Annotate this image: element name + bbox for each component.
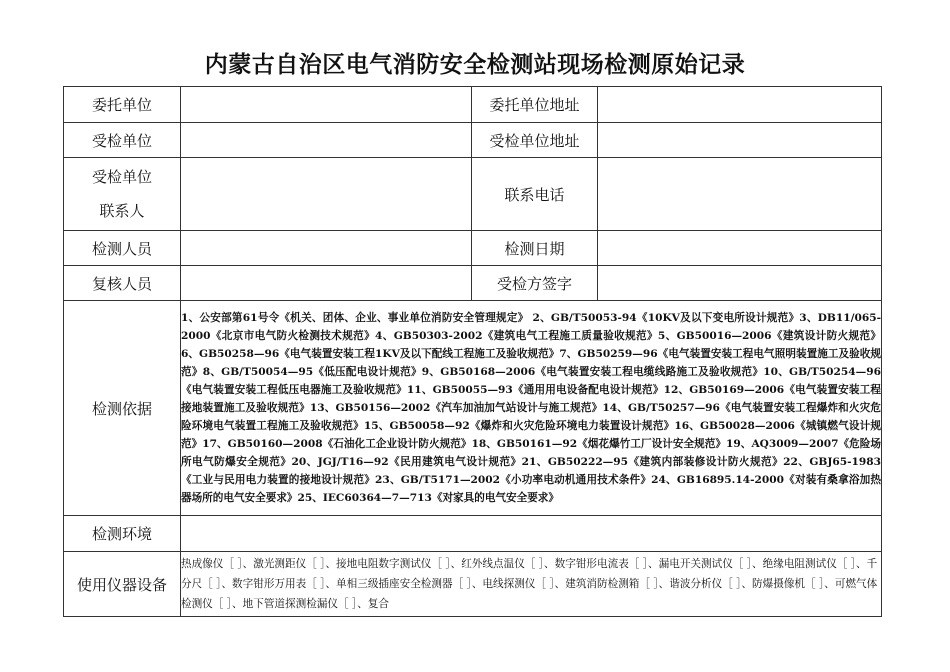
row-basis — [64, 301, 882, 516]
client-unit-label: 委托单位 — [64, 87, 181, 123]
row-contact — [64, 158, 882, 231]
signature-field[interactable] — [598, 266, 882, 301]
inspector-field[interactable] — [181, 231, 472, 266]
page-title: 内蒙古自治区电气消防安全检测站现场检测原始记录 — [204, 52, 746, 78]
inspected-unit-label: 受检单位 — [64, 123, 181, 158]
basis-text — [181, 301, 882, 516]
inspect-date-label: 检测日期 — [472, 231, 598, 266]
instruments-paragraph: 热成像仪［ ］、激光测距仪［ ］、接地电阻数字测试仪［ ］、红外线点温仪［ ］、数字钳形电流表［ ］、漏电开关测试仪［ ］、绝缘电阻测试仪［ ］、千分尺［ ］、数字钳形万用表［ ］、单相三级插座安全检测器［ ］、电线探测仪［ ］、建筑消防检测箱［ ］、谐波分析仪［ ］、防爆摄像机［ ］、可燃气体检测仪［ ］、地下管道探测检漏仪［ ］、复合 — [181, 558, 878, 610]
row-inspector — [64, 231, 882, 266]
inspector-label: 检测人员 — [64, 231, 181, 266]
contact-person-field[interactable] — [181, 158, 472, 231]
client-unit-field[interactable] — [181, 87, 472, 123]
row-client — [64, 87, 882, 123]
row-instruments — [64, 552, 882, 617]
instruments-text — [181, 552, 882, 617]
inspected-unit-field[interactable] — [181, 123, 472, 158]
inspect-date-field[interactable] — [598, 231, 882, 266]
row-reviewer — [64, 266, 882, 301]
row-environment — [64, 516, 882, 552]
client-address-field[interactable] — [598, 87, 882, 123]
inspected-address-field[interactable] — [598, 123, 882, 158]
phone-field[interactable] — [598, 158, 882, 231]
contact-label-line1: 受检单位 — [91, 168, 152, 186]
basis-label: 检测依据 — [64, 301, 181, 516]
instruments-label: 使用仪器设备 — [64, 552, 181, 617]
reviewer-field[interactable] — [181, 266, 472, 301]
environment-field[interactable] — [181, 516, 882, 552]
inspected-address-label: 受检单位地址 — [472, 123, 598, 158]
signature-label: 受检方签字 — [472, 266, 598, 301]
contact-person-label — [64, 158, 181, 231]
phone-label: 联系电话 — [472, 158, 598, 231]
environment-label: 检测环境 — [64, 516, 181, 552]
client-address-label: 委托单位地址 — [472, 87, 598, 123]
contact-label-line2: 联系人 — [99, 202, 145, 220]
inspection-record-table — [63, 86, 882, 617]
reviewer-label: 复核人员 — [64, 266, 181, 301]
basis-paragraph: 1、公安部第61号令《机关、团体、企业、事业单位消防安全管理规定》 2、GB/T50053-94《10KV及以下变电所设计规范》3、DB11/065-2000《北京市电气防火检测技术规范》4、GB50303-2002《建筑电气工程施工质量验收规范》5、GB50016—2006《建筑设计防火规范》6、GB50258—96《电气装置安装工程1KV及以下配线工程施工及验收规范》7、GB50259—96《电气装置安装工程电气照明装置施工及验收规范》8、GB/T50054—95《低压配电设计规范》9、GB50168—2006《电气装置安装工程电缆线路施工及验收规范》10、GB/T50254—96《电气装置安装工程低压电器施工及验收规范》11、GB50055—93《通用用电设备配电设计规范》12、GB50169—2006《电气装置安装工程接地装置施工及验收规范》13、GB50156—2002《汽车加油加气站设计与施工规范》14、GB/T50257—96《电气装置安装工程爆炸和火灾危险环境电气装置工程施工及验收规范》15、GB50058—92《爆炸和火灾危险环境电力装置设计规范》16、GB50028—2006《城镇燃气设计规范》17、GB50160—2008《石油化工企业设计防火规范》18、GB50161—92《烟花爆竹工厂设计安全规范》19、AQ3009—2007《危险场所电气防爆安全规范》20、JGJ/T16—92《民用建筑电气设计规范》21、GB50222—95《建筑内部装修设计防火规范》22、GBJ65-1983《工业与民用电力装置的接地设计规范》23、GB/T5171—2002《小功率电动机通用技术条件》24、GB16895.14-2000《对装有桑拿浴加热器场所的电气安全要求》25、IEC60364—7—713《对家具的电气安全要求》 — [181, 312, 881, 504]
row-inspected-unit — [64, 123, 882, 158]
